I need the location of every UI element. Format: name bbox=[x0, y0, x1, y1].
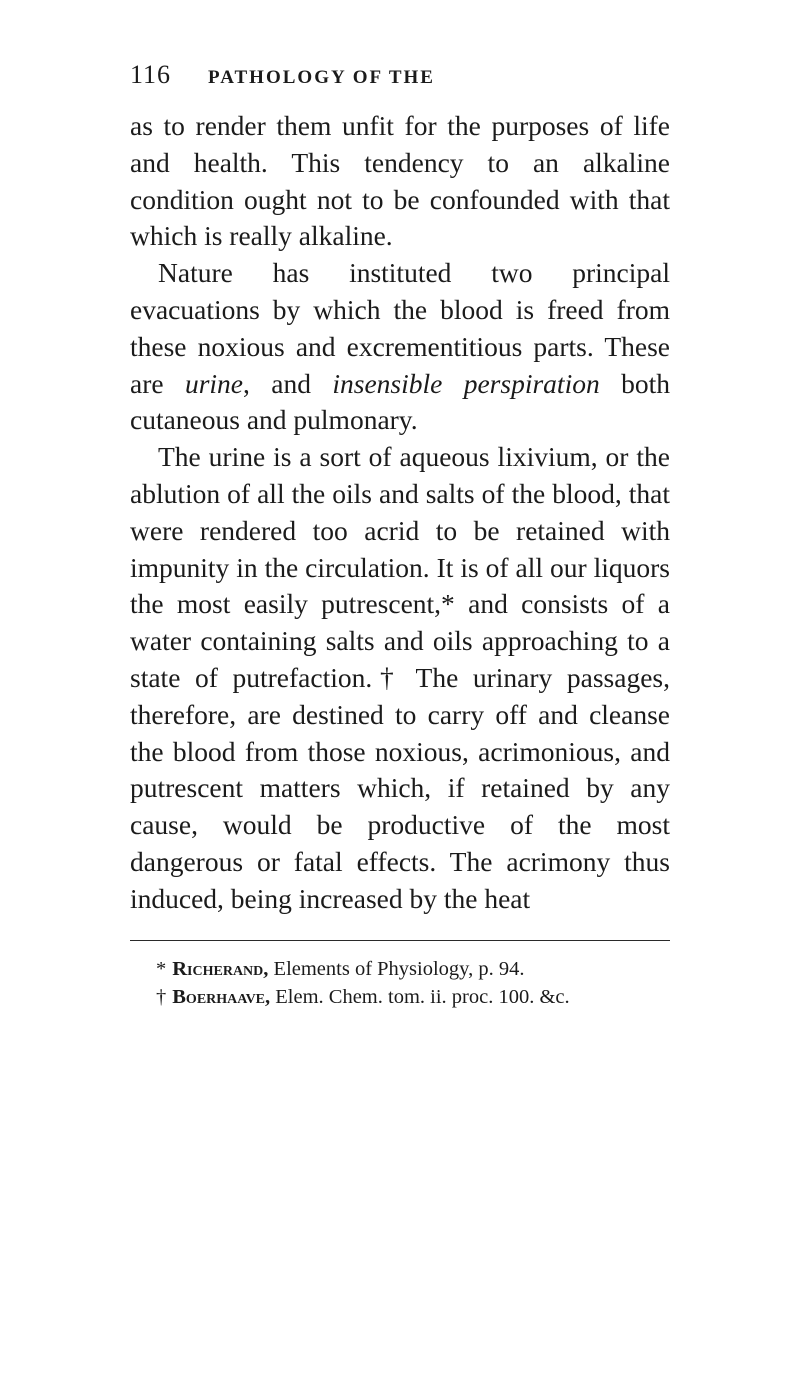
paragraph-1 bbox=[130, 108, 670, 255]
footnotes bbox=[130, 955, 670, 1011]
footnote-mark: * bbox=[156, 957, 167, 980]
footnote-mark: † bbox=[156, 985, 167, 1008]
footnote-text: Elem. Chem. tom. ii. proc. 100. &c. bbox=[270, 985, 570, 1008]
paragraph-text: , and bbox=[243, 367, 333, 399]
paragraph-text: both cutaneous and pulmonary. bbox=[130, 367, 670, 436]
footnote-author: Boerhaave, bbox=[172, 985, 271, 1008]
italic-term-urine: urine bbox=[184, 367, 244, 399]
footnote-1 bbox=[156, 955, 670, 983]
body-text bbox=[130, 108, 670, 918]
running-title: PATHOLOGY OF THE bbox=[208, 67, 435, 88]
book-page bbox=[130, 60, 670, 1011]
footnote-2 bbox=[156, 983, 670, 1011]
paragraph-text: The urine is a sort of aqueous lixivium, or the ablution of all the oils and salts of the blood, that were rendered too acrid to be retained with impunity in the circulation. It is of all our liquors the most easily putrescent,* and consists of a water containing salts and oils approaching to a state of putrefaction.† The urinary passages, therefore, are destined to carry off and cleanse the blood from those noxious, acrimonious, and putrescent matters which, if retained by any cause, would be productive of the most dangerous or fatal effects. The acrimony thus induced, being increased by the heat bbox=[130, 441, 670, 914]
footnote-rule bbox=[130, 940, 670, 941]
paragraph-2 bbox=[130, 255, 670, 439]
page-number: 116 bbox=[130, 60, 172, 89]
paragraph-3 bbox=[130, 439, 670, 917]
paragraph-text: Nature has instituted two principal evacuations by which the blood is freed from these noxious and excrementitious parts. These are bbox=[130, 257, 670, 399]
italic-term-perspiration: insensible perspiration bbox=[332, 367, 600, 399]
footnote-author: Richerand, bbox=[172, 957, 269, 980]
running-head bbox=[130, 60, 670, 108]
paragraph-text: as to render them unfit for the purposes of life and health. This tendency to an alkaline condition ought not to be confounded with that which is really alkaline. bbox=[130, 110, 670, 252]
footnote-text: Elements of Physiology, p. 94. bbox=[268, 957, 525, 980]
